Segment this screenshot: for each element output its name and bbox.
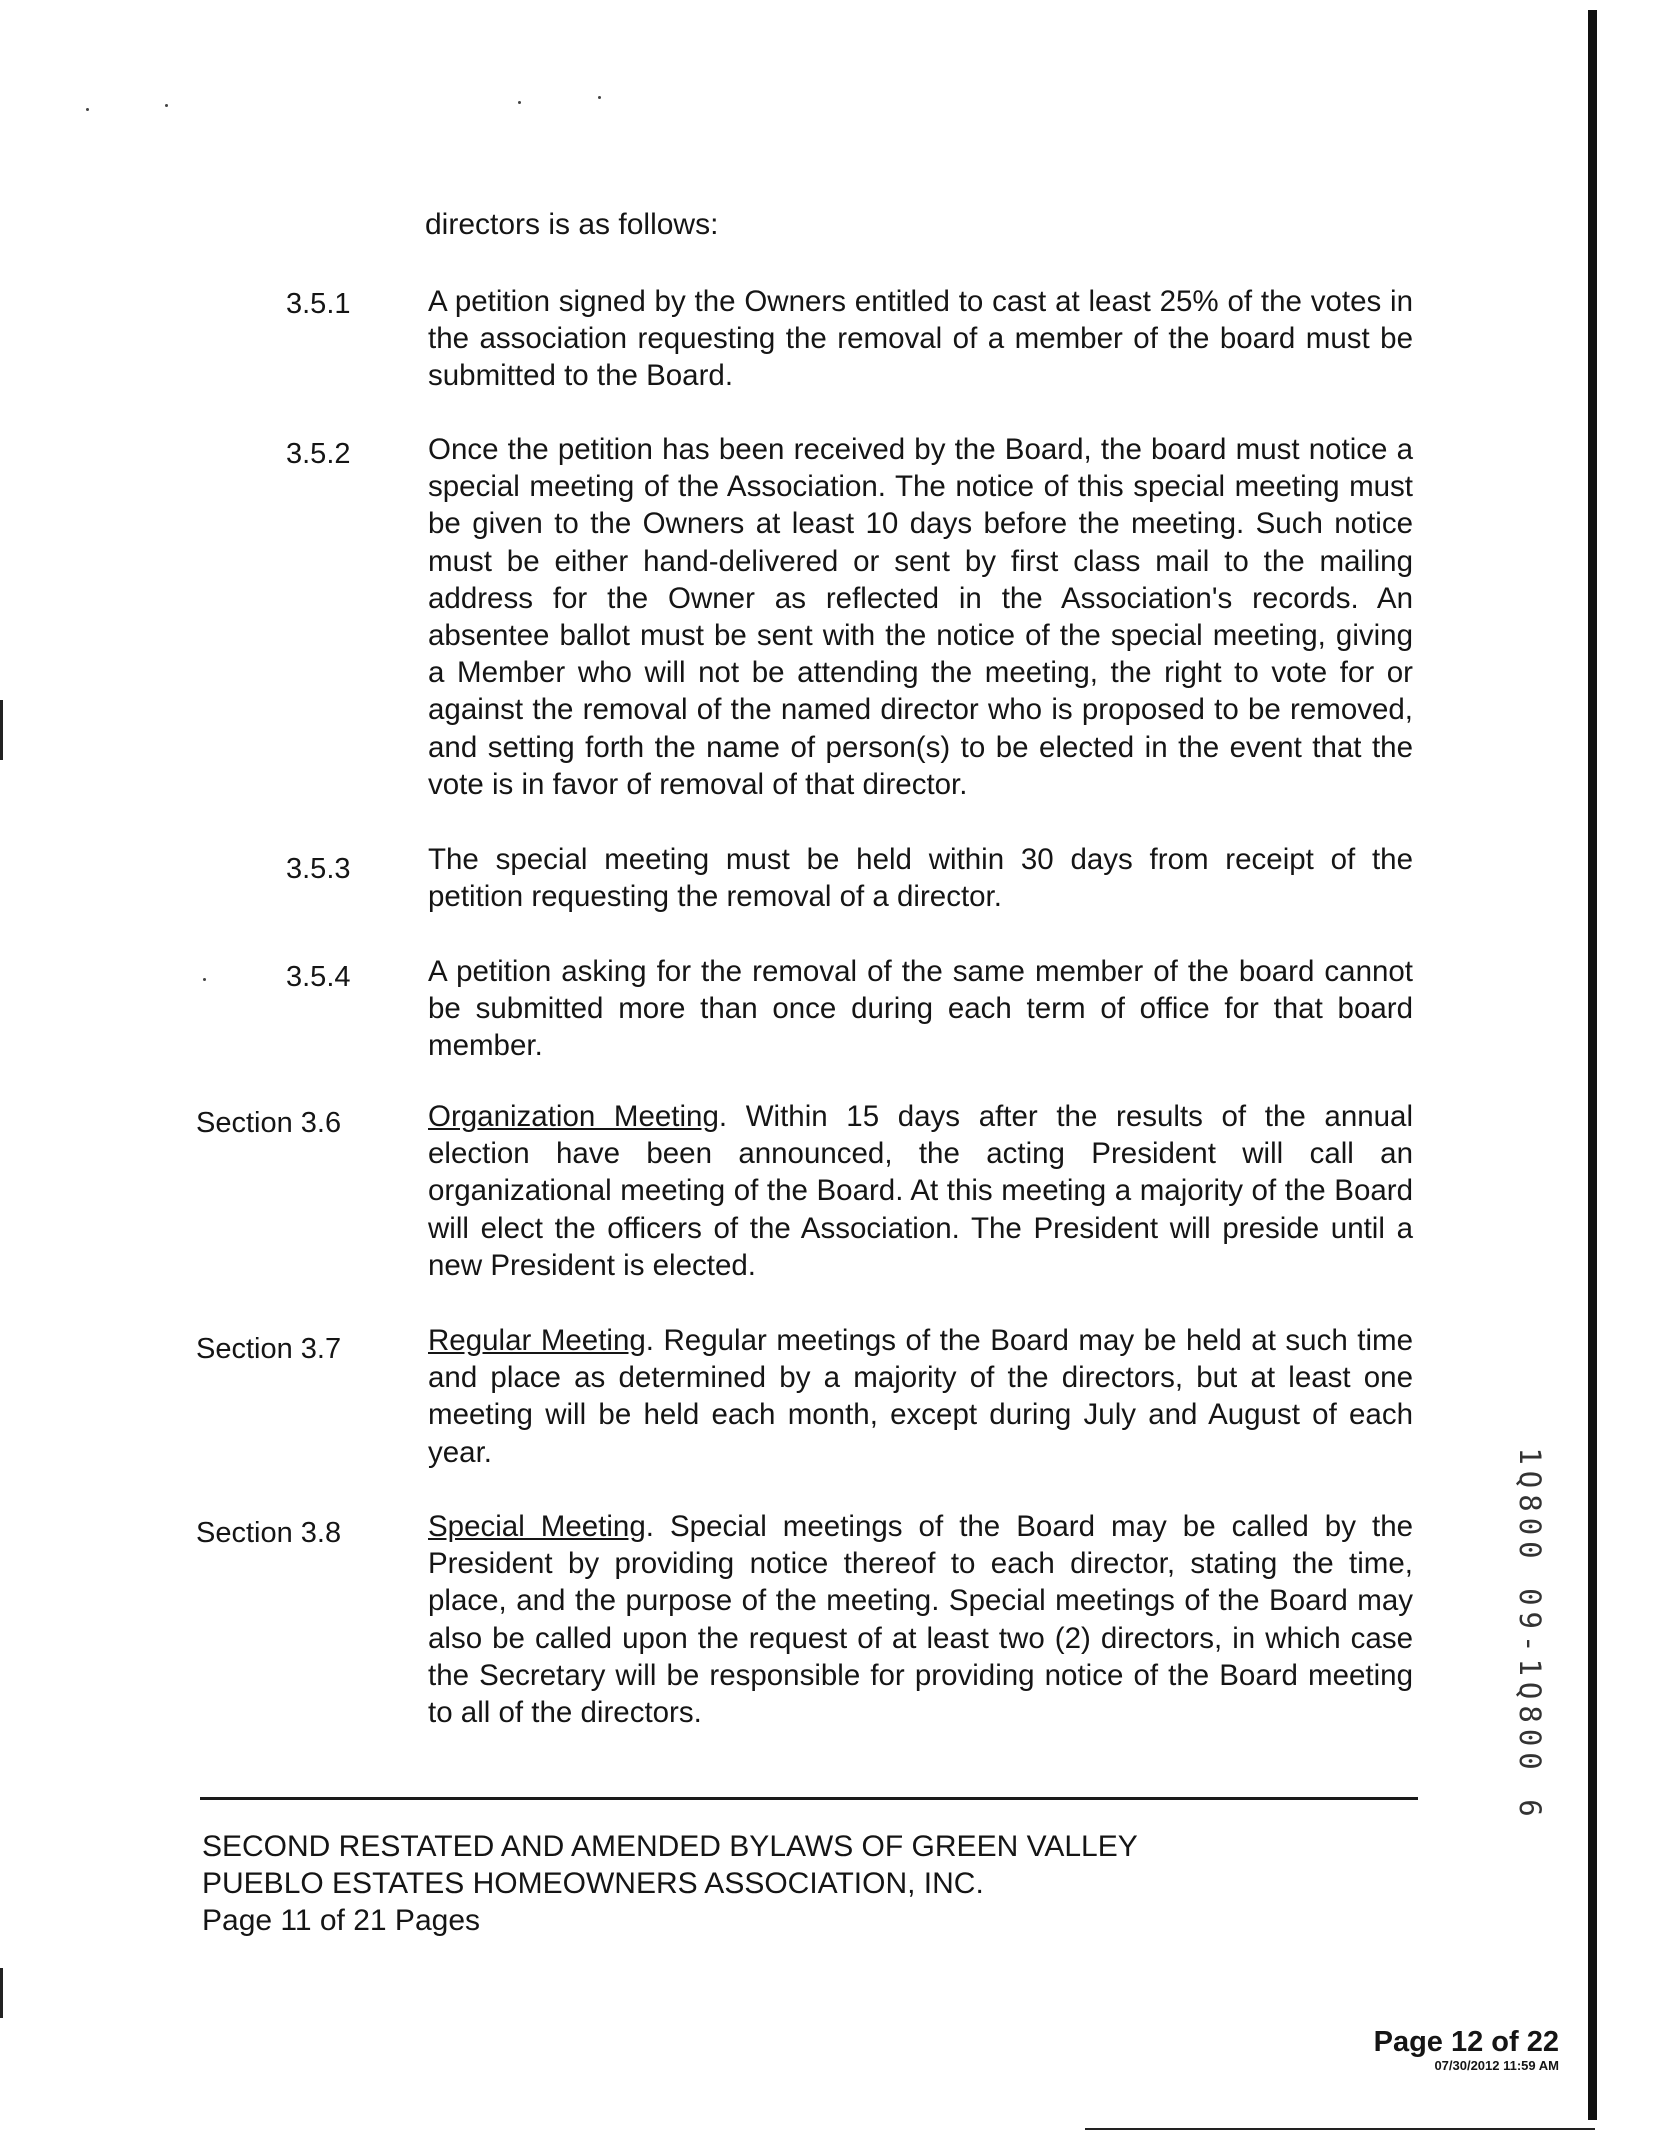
- section-heading: Regular Meeting: [428, 1324, 646, 1357]
- footer-divider: [200, 1797, 1418, 1800]
- section-paragraph: [428, 1322, 1413, 1471]
- item-number: 3.5.4: [286, 961, 351, 993]
- footer: [202, 1828, 1138, 1939]
- scan-speck: [165, 104, 168, 107]
- section-paragraph: [428, 1098, 1413, 1284]
- section-paragraph: [428, 1508, 1413, 1731]
- section-text: . Regular meetings of the Board may be held at such time and place as determined by a majority of the directors, but at least one meeting will be held each month, except during July and August of each year.: [428, 1324, 1413, 1469]
- item-text: The special meeting must be held within 30 days from receipt of the petition requesting the removal of a director.: [428, 843, 1413, 914]
- section-label: Section 3.7: [196, 1333, 342, 1365]
- section-heading: Organization Meeting: [428, 1100, 719, 1133]
- footer-title-line2: PUEBLO ESTATES HOMEOWNERS ASSOCIATION, INC.: [202, 1867, 984, 1900]
- page-counter-timestamp: 07/30/2012 11:59 AM: [1434, 2058, 1559, 2073]
- page-counter-page: Page 12 of 22: [1373, 2026, 1559, 2058]
- recording-stamp-text: 1Q800 09-1Q800 6: [1513, 1447, 1547, 1823]
- scan-speck: [598, 96, 601, 99]
- footer-page-number: Page 11 of 21 Pages: [202, 1904, 480, 1937]
- continuation-text: directors is as follows:: [425, 208, 719, 241]
- item-number: 3.5.1: [286, 288, 351, 320]
- section-text: . Special meetings of the Board may be called by the President by providing notice thereof to each director, stating the time, place, and the purpose of the meeting. Special meetings of the Board may also be called upon the request of at least two (2) directors, in which case the Secretary will be responsible for providing notice of the Board meeting to all of the directors.: [428, 1510, 1414, 1730]
- page-counter: [1374, 2026, 1559, 2074]
- scan-mark-left: [0, 1968, 3, 2018]
- section-text: . Within 15 days after the results of the annual election have been announced, the acting President will call an organizational meeting of the Board. At this meeting a majority of the Board will elect the officers of the Association. The President will preside until a new President is elected.: [428, 1100, 1413, 1282]
- section-label: Section 3.8: [196, 1517, 342, 1549]
- item-text: A petition signed by the Owners entitled to cast at least 25% of the votes in the association requesting the removal of a member of the board must be submitted to the Board.: [428, 285, 1413, 393]
- scan-speck: [518, 101, 521, 104]
- item-text: Once the petition has been received by the Board, the board must notice a special meeting of the Association. The notice of this special meeting must be given to the Owners at least 10 days before the meeting. Such notice must be either hand-delivered or sent by first class mail to the mailing address for the Owner as reflected in the Association's records. An absentee ballot must be sent with the notice of the special meeting, giving a Member who will not be attending the meeting, the right to vote for or against the removal of the named director who is proposed to be removed, and setting forth the name of person(s) to be elected in the event that the vote is in favor of removal of that director.: [428, 433, 1413, 801]
- item-number: 3.5.2: [286, 438, 351, 470]
- scan-border-bottom: [1085, 2128, 1595, 2130]
- item-text: A petition asking for the removal of the same member of the board cannot be submitted more than once during each term of office for that board member.: [428, 955, 1413, 1063]
- scan-speck: [203, 978, 206, 981]
- item-number: 3.5.3: [286, 853, 351, 885]
- section-heading: Special Meeting: [428, 1510, 646, 1543]
- footer-title-line1: SECOND RESTATED AND AMENDED BYLAWS OF GREEN VALLEY: [202, 1830, 1138, 1863]
- scan-mark-left: [0, 700, 3, 760]
- scan-speck: [86, 108, 89, 111]
- recording-stamp: [1500, 1447, 1560, 1823]
- section-label: Section 3.6: [196, 1107, 342, 1139]
- scan-border-right: [1588, 10, 1597, 2120]
